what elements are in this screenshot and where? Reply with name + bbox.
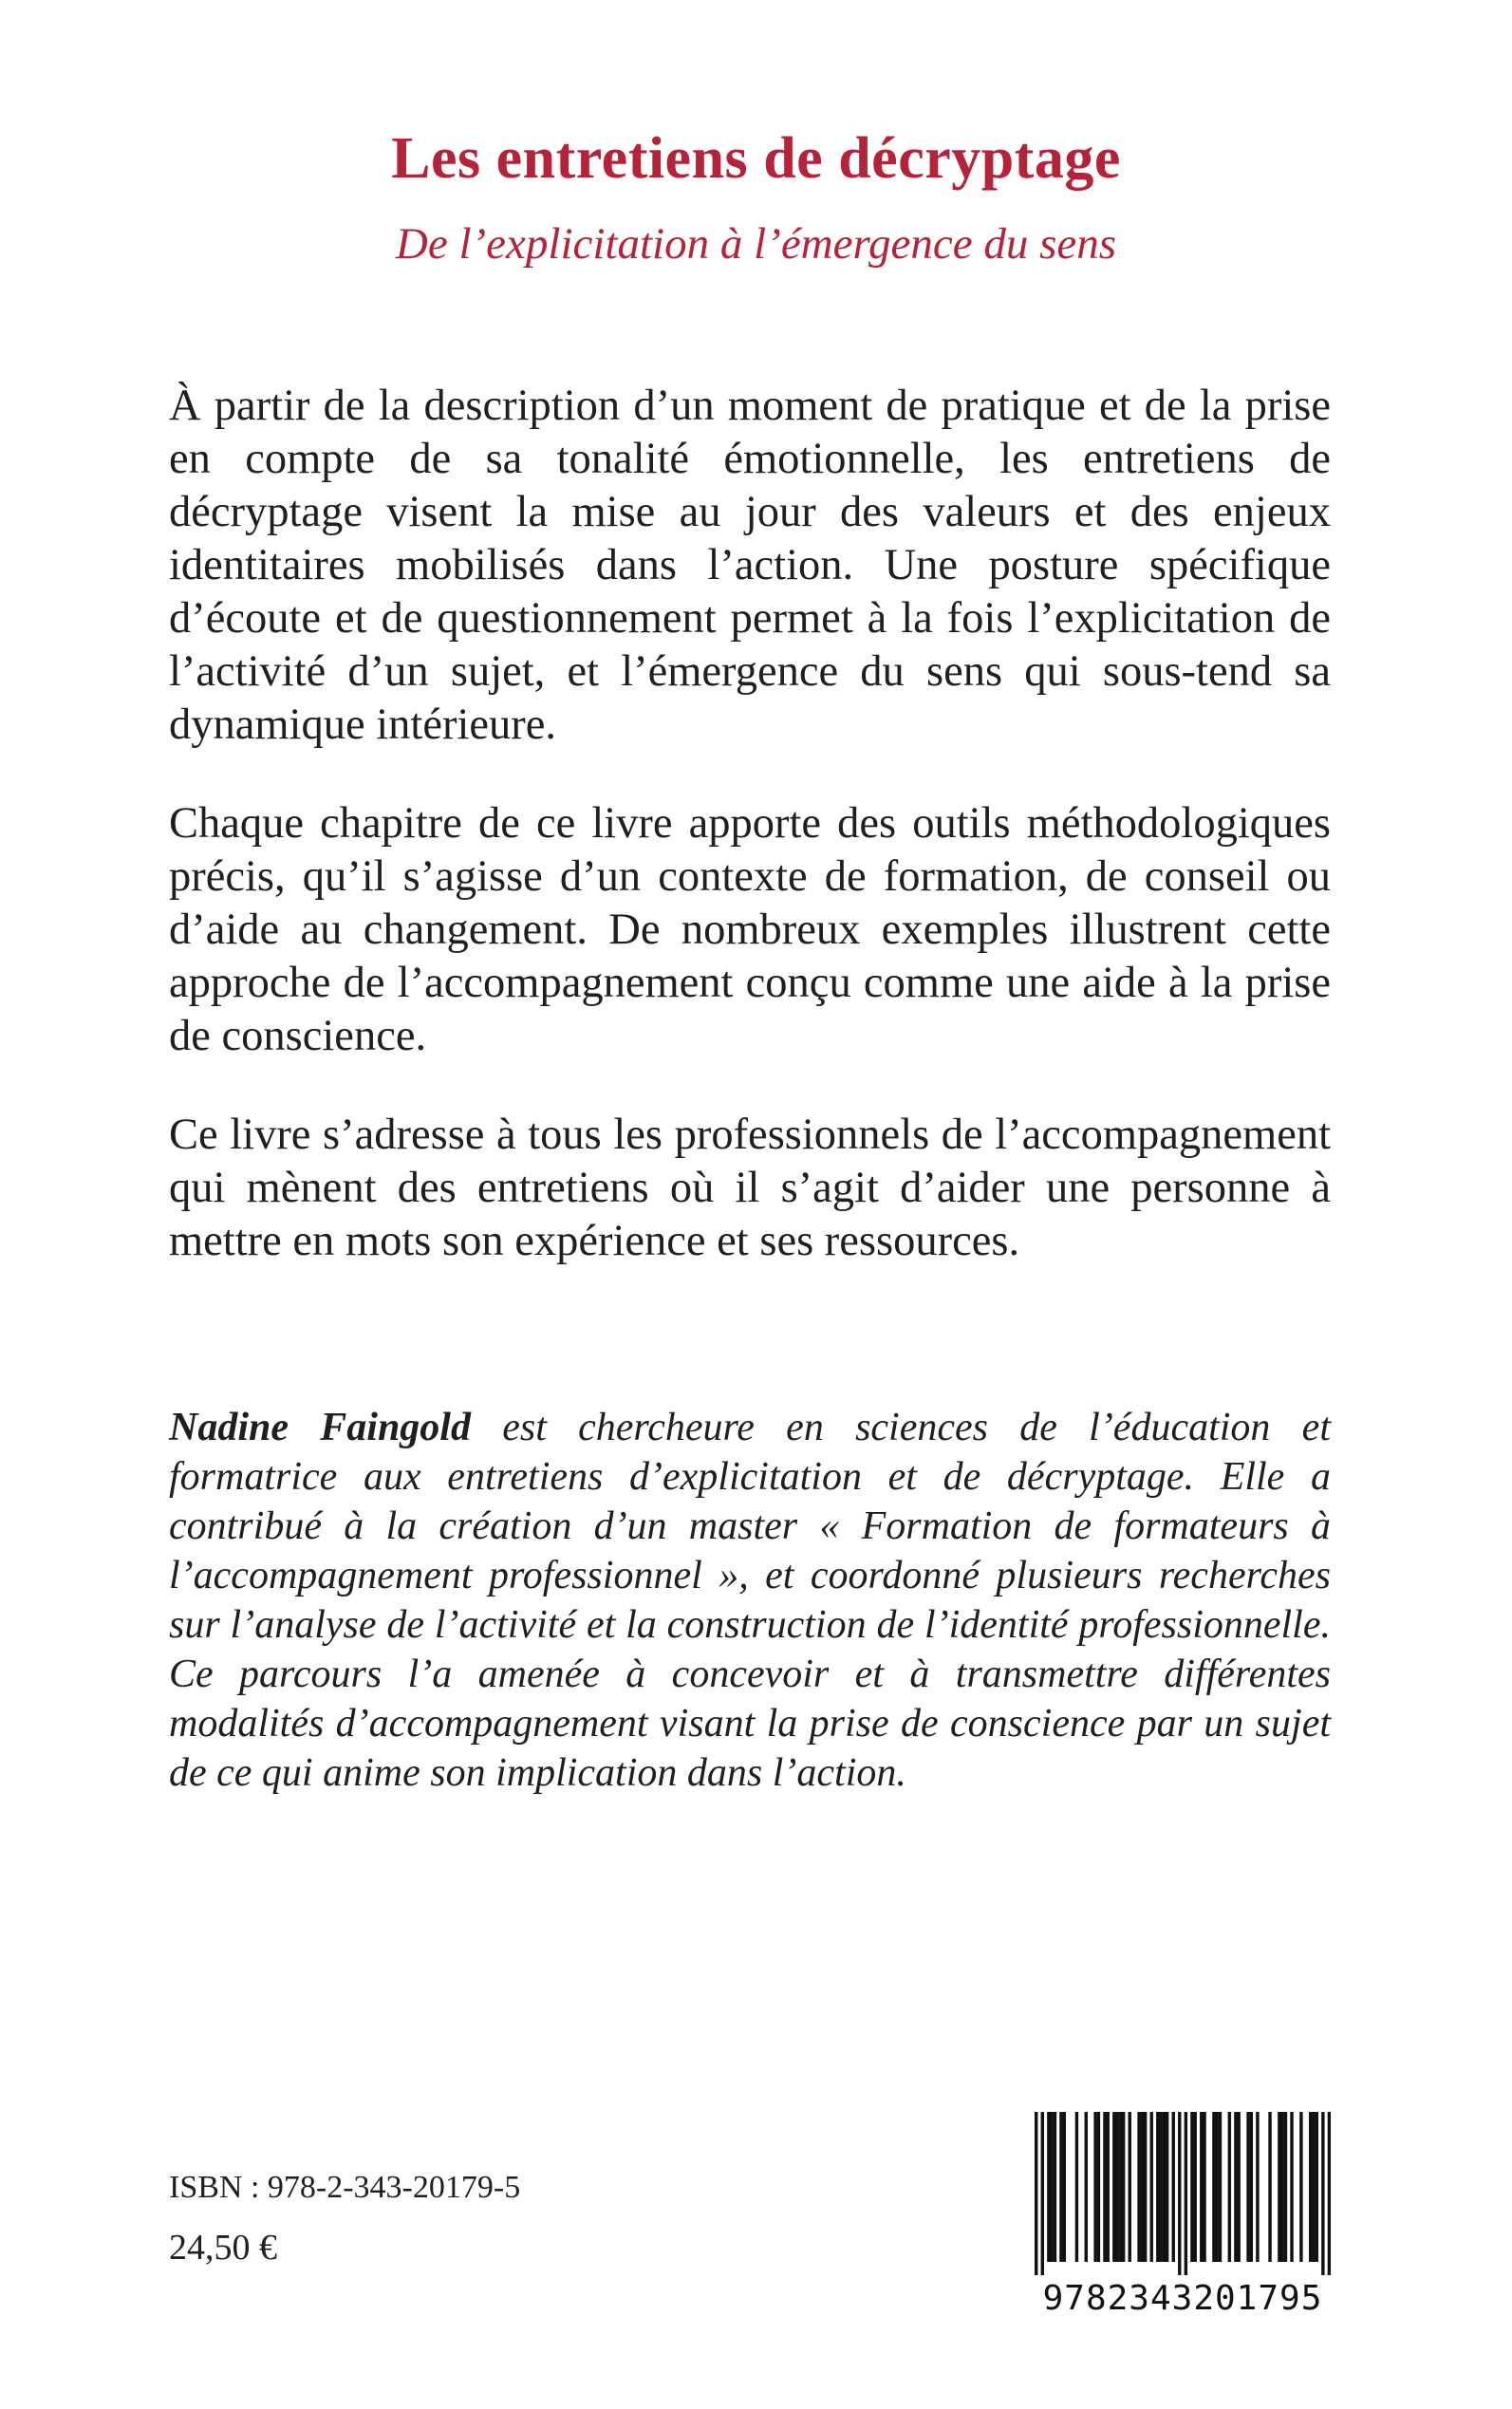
author-name: Nadine Faingold	[169, 1406, 471, 1449]
barcode-bar	[1156, 2112, 1159, 2262]
barcode-bar	[1299, 2112, 1302, 2262]
barcode-bar	[1278, 2112, 1280, 2262]
barcode-bar	[1035, 2112, 1037, 2275]
barcode-bar	[1150, 2112, 1153, 2262]
barcode-bar	[1141, 2112, 1144, 2262]
barcode-bar	[1256, 2112, 1259, 2262]
barcode	[1035, 2112, 1331, 2318]
barcode-bar	[1166, 2112, 1168, 2262]
barcode-bar	[1193, 2112, 1196, 2262]
barcode-bar	[1093, 2112, 1096, 2262]
barcode-bar	[1219, 2112, 1222, 2262]
book-title: Les entretiens de décryptage	[391, 126, 1121, 191]
barcode-bars	[1035, 2112, 1331, 2275]
barcode-bar	[1137, 2112, 1140, 2262]
barcode-bar	[1290, 2112, 1293, 2262]
barcode-bar	[1129, 2112, 1131, 2262]
barcode-bar	[1122, 2112, 1125, 2262]
isbn-label: ISBN : 978-2-343-20179-5	[169, 2170, 521, 2205]
book-subtitle: De l’explicitation à l’émergence du sens	[395, 219, 1117, 269]
barcode-bar	[1172, 2112, 1175, 2262]
barcode-bar	[1103, 2112, 1106, 2262]
barcode-bar	[1284, 2112, 1287, 2262]
barcode-bar	[1237, 2112, 1240, 2262]
barcode-bar	[1228, 2112, 1231, 2262]
barcode-bar	[1107, 2112, 1110, 2262]
barcode-bar	[1212, 2112, 1215, 2262]
barcode-digits: 9782343201795	[1042, 2279, 1323, 2318]
barcode-bar	[1185, 2112, 1187, 2275]
barcode-bar	[1075, 2112, 1078, 2262]
barcode-bar	[1144, 2112, 1147, 2262]
barcode-bar	[1309, 2112, 1312, 2262]
barcode-bar	[1085, 2112, 1088, 2262]
barcode-bar	[1203, 2112, 1205, 2262]
barcode-bar	[1280, 2112, 1283, 2262]
barcode-bar	[1112, 2112, 1115, 2262]
barcode-bar	[1190, 2112, 1193, 2262]
barcode-bar	[1215, 2112, 1218, 2262]
barcode-bar	[1054, 2112, 1056, 2262]
description-paragraph-2: Chaque chapitre de ce livre apporte des outils méthodologiques précis, qu’il s’agisse d’un contexte de formation, de conseil ou d’aide au changement. De nombreux exemples illustrent cette approche de l’accompagnement conçu comme une aide à la prise de conscience.	[169, 799, 1331, 1060]
barcode-bar	[1059, 2112, 1062, 2262]
barcode-bar	[1246, 2112, 1249, 2262]
author-bio-text: est chercheure en sciences de l’éducation et formatrice aux entretiens d’explicitation et de décryptage. Elle a contribué à la création d’un master « Formation de formateurs à l’accompagnement professionnel », et coordonné plusieurs recherches sur l’analyse de l’activité et la construction de l’identité professionnelle. Ce parcours l’a amenée à concevoir et à transmettre différentes modalités d’accompagnement visant la prise de conscience par un sujet de ce qui anime son implication dans l’action.	[169, 1406, 1331, 1795]
barcode-bar	[1159, 2112, 1162, 2262]
price-label: 24,50 €	[169, 2228, 277, 2268]
barcode-bar	[1250, 2112, 1253, 2262]
barcode-bar	[1119, 2112, 1122, 2262]
barcode-bar	[1234, 2112, 1237, 2262]
barcode-bar	[1047, 2112, 1050, 2262]
barcode-bar	[1041, 2112, 1044, 2275]
barcode-bar	[1050, 2112, 1053, 2262]
barcode-bar	[1316, 2112, 1318, 2262]
barcode-bar	[1328, 2112, 1331, 2275]
author-bio	[169, 1403, 1331, 1798]
barcode-bar	[1097, 2112, 1100, 2262]
description-paragraph-1: À partir de la description d’un moment de pratique et de la prise en compte de sa tonalité émotionnelle, les entretiens de décryptage visent la mise au jour des valeurs et des enjeux identitaires mobilisés dans l’action. Une posture spécifique d’écoute et de questionnement permet à la fois l’explicitation de l’activité d’un sujet, et l’émergence du sens qui sous-tend sa dynamique intérieure.	[169, 382, 1331, 749]
barcode-bar	[1063, 2112, 1066, 2262]
barcode-bar	[1200, 2112, 1203, 2262]
barcode-bar	[1163, 2112, 1166, 2262]
description-paragraph-3: Ce livre s’adresse à tous les professionnels de l’accompagnement qui mènent des entretiens où il s’agit d’aider une personne à mettre en mots son expérience et ses ressources.	[169, 1111, 1331, 1265]
barcode-bar	[1312, 2112, 1315, 2262]
barcode-bar	[1115, 2112, 1118, 2262]
barcode-bar	[1178, 2112, 1181, 2275]
barcode-bar	[1268, 2112, 1271, 2262]
barcode-bar	[1321, 2112, 1324, 2275]
book-description	[169, 380, 1331, 1314]
